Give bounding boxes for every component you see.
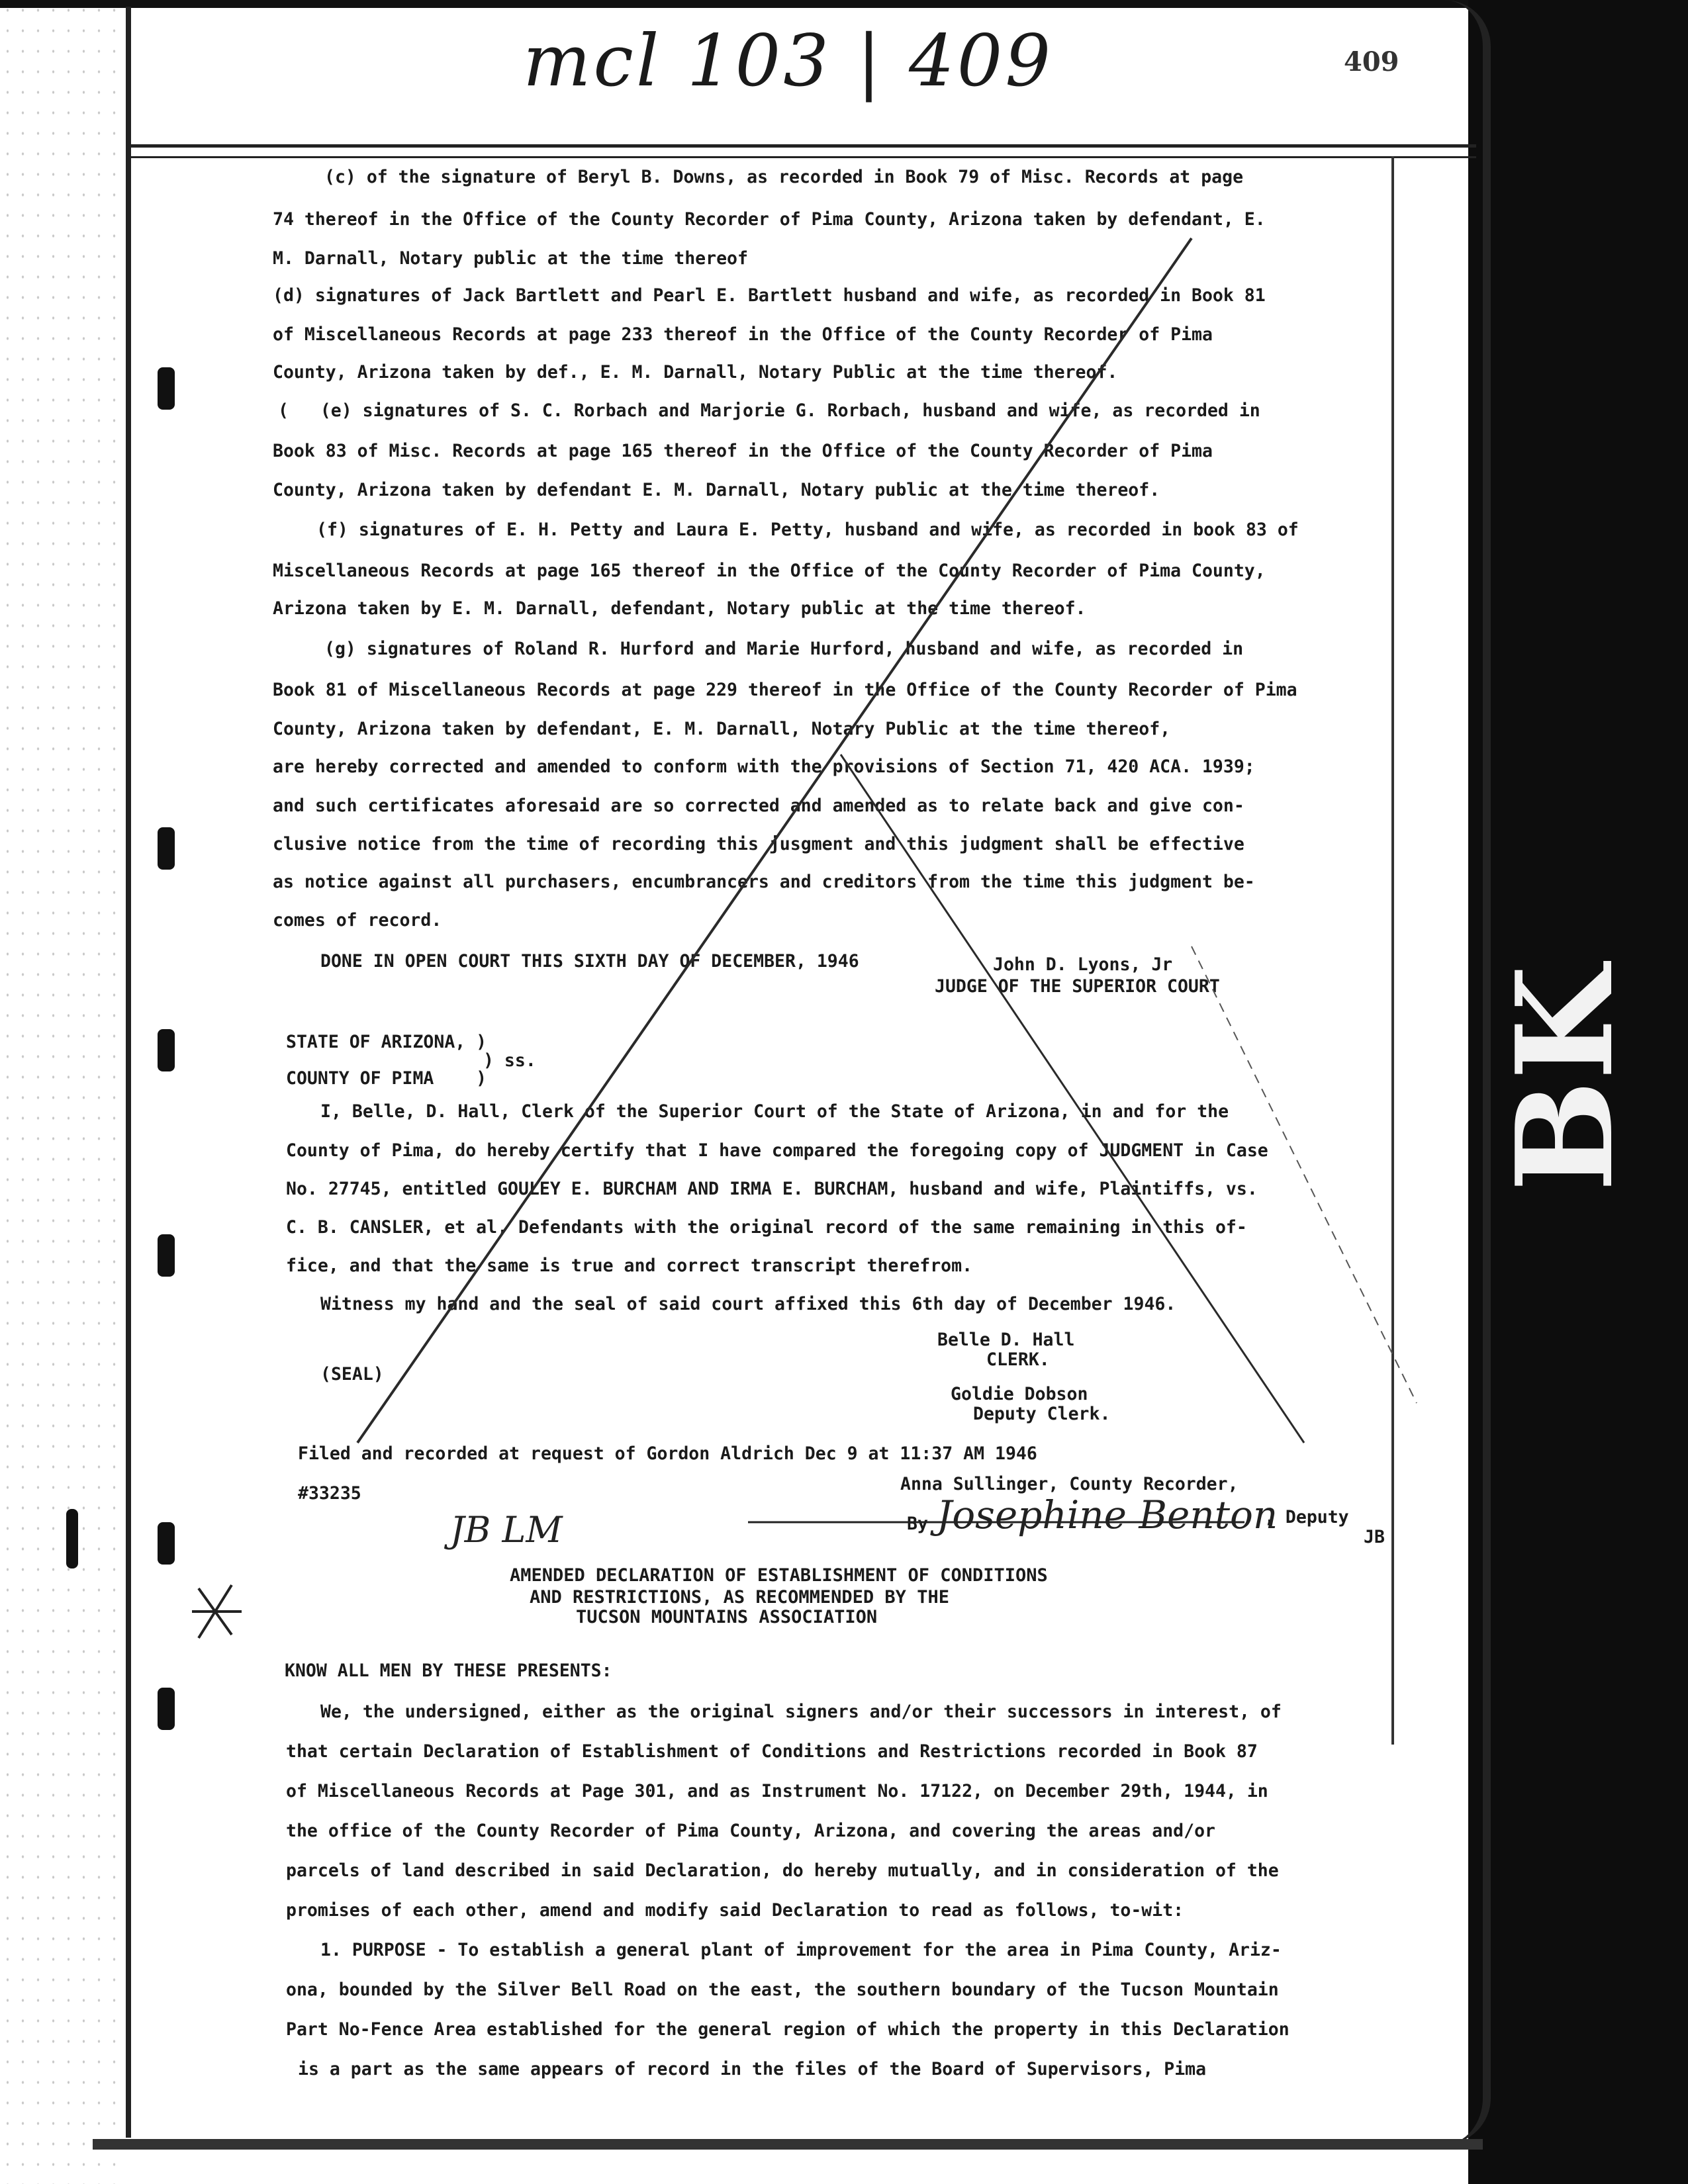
body-line: and such certificates aforesaid are so corrected and amended as to relate back and give con-	[273, 796, 1244, 816]
body-line: (c) of the signature of Beryl B. Downs, as recorded in Book 79 of Misc. Records at page	[324, 167, 1244, 187]
venue-county: COUNTY OF PIMA )	[286, 1068, 487, 1089]
declaration-title-line3: TUCSON MOUNTAINS ASSOCIATION	[576, 1607, 878, 1627]
purpose-line: Part No-Fence Area established for the general region of which the property in this Declaration	[286, 2019, 1289, 2040]
body-line: clusive notice from the time of recording this jusgment and this judgment shall be effective	[273, 834, 1244, 854]
cross-out-stroke	[357, 238, 1192, 1443]
body-line: as notice against all purchasers, encumbrancers and creditors from the time this judgment be-	[273, 872, 1255, 892]
certificate-line: I, Belle, D. Hall, Clerk of the Superior Court of the State of Arizona, in and for the	[320, 1101, 1229, 1122]
county-recorder: Anna Sullinger, County Recorder,	[900, 1474, 1239, 1494]
instrument-number: #33235	[298, 1483, 361, 1504]
certificate-line: C. B. CANSLER, et al, Defendants with the original record of the same remaining in this of-	[286, 1217, 1247, 1238]
handwritten-book-reference: mcl 103 | 409	[523, 20, 1054, 103]
judge-title: JUDGE OF THE SUPERIOR COURT	[935, 976, 1220, 997]
declaration-title-line2: AND RESTRICTIONS, AS RECOMMENDED BY THE	[530, 1587, 949, 1608]
body-line: ( (e) signatures of S. C. Rorbach and Marjorie G. Rorbach, husband and wife, as recorded in	[278, 400, 1260, 421]
seal-label: (SEAL)	[320, 1364, 384, 1385]
body-line: County, Arizona taken by def., E. M. Darnall, Notary Public at the time thereof.	[273, 362, 1118, 383]
declaration-line: parcels of land described in said Declaration, do hereby mutually, and in consideration of the	[286, 1860, 1279, 1881]
declaration-line: of Miscellaneous Records at Page 301, and as Instrument No. 17122, on December 29th, 1944, in	[286, 1781, 1268, 1801]
clerk-title: CLERK.	[986, 1349, 1050, 1370]
certificate-line: No. 27745, entitled GOULEY E. BURCHAM AND IRMA E. BURCHAM, husband and wife, Plaintiffs, vs.	[286, 1179, 1258, 1199]
know-all-men: KNOW ALL MEN BY THESE PRESENTS:	[285, 1661, 612, 1681]
deputy-clerk-title: Deputy Clerk.	[973, 1404, 1111, 1424]
right-margin-stamp: BK	[1487, 965, 1643, 1193]
asterisk-icon	[192, 1585, 242, 1638]
body-line: Book 83 of Misc. Records at page 165 thereof in the Office of the County Recorder of Pima	[273, 441, 1213, 461]
deputy-clerk-name: Goldie Dobson	[951, 1384, 1088, 1404]
venue-state: STATE OF ARIZONA, )	[286, 1032, 487, 1052]
deputy-signature: Josephine Benton	[937, 1492, 1278, 1537]
purpose-line: ona, bounded by the Silver Bell Road on the east, the southern boundary of the Tucson Mountain	[286, 1979, 1279, 2000]
certificate-line: County of Pima, do hereby certify that I have compared the foregoing copy of JUDGMENT in Case	[286, 1140, 1268, 1161]
body-line: Miscellaneous Records at page 165 thereof in the Office of the County Recorder of Pima County,	[273, 561, 1266, 581]
body-line: Arizona taken by E. M. Darnall, defendant, Notary public at the time thereof.	[273, 598, 1086, 619]
by-label: By	[907, 1514, 928, 1534]
body-line: (d) signatures of Jack Bartlett and Pearl E. Bartlett husband and wife, as recorded in Book 81	[273, 285, 1266, 306]
certificate-line: fice, and that the same is true and correct transcript therefrom.	[286, 1255, 973, 1276]
purpose-line: 1. PURPOSE - To establish a general plant of improvement for the area in Pima County, Ariz-	[320, 1940, 1282, 1960]
body-line: are hereby corrected and amended to conform with the provisions of Section 71, 420 ACA. 1939;	[273, 756, 1255, 777]
body-line: of Miscellaneous Records at page 233 thereof in the Office of the County Recorder of Pima	[273, 324, 1213, 345]
witness-line: Witness my hand and the seal of said court affixed this 6th day of December 1946.	[320, 1294, 1176, 1314]
body-line: Book 81 of Miscellaneous Records at page 229 thereof in the Office of the County Recorder of Pima	[273, 680, 1297, 700]
cross-out-stroke	[841, 754, 1304, 1443]
venue-ss: ) ss.	[483, 1050, 536, 1071]
body-line: (g) signatures of Roland R. Hurford and Marie Hurford, husband and wife, as recorded in	[324, 639, 1244, 659]
body-line: (f) signatures of E. H. Petty and Laura E. Petty, husband and wife, as recorded in book 83 of	[316, 520, 1299, 540]
filed-and-recorded: Filed and recorded at request of Gordon Aldrich Dec 9 at 11:37 AM 1946	[298, 1443, 1037, 1464]
page-number: 409	[1344, 46, 1399, 77]
body-line: 74 thereof in the Office of the County Recorder of Pima County, Arizona taken by defendant, E.	[273, 209, 1266, 230]
judge-name: John D. Lyons, Jr	[993, 954, 1173, 975]
declaration-line: promises of each other, amend and modify said Declaration to read as follows, to-wit:	[286, 1900, 1184, 1921]
body-line: County, Arizona taken by defendant, E. M. Darnall, Notary Public at the time thereof,	[273, 719, 1171, 739]
body-line: M. Darnall, Notary public at the time thereof	[273, 248, 748, 269]
stray-mark	[1192, 946, 1417, 1403]
body-line: County, Arizona taken by defendant E. M. Darnall, Notary public at the time thereof.	[273, 480, 1160, 500]
initials-signature: JB LM	[450, 1509, 563, 1551]
declaration-line: We, the undersigned, either as the original signers and/or their successors in interest, of	[320, 1702, 1282, 1722]
declaration-line: the office of the County Recorder of Pima County, Arizona, and covering the areas and/or	[286, 1821, 1215, 1841]
body-line: comes of record.	[273, 910, 442, 931]
recorder-initials: JB	[1364, 1527, 1385, 1547]
clerk-name: Belle D. Hall	[937, 1330, 1075, 1350]
done-in-open-court: DONE IN OPEN COURT THIS SIXTH DAY OF DECEMBER, 1946	[320, 951, 859, 972]
declaration-title-line1: AMENDED DECLARATION OF ESTABLISHMENT OF CONDITIONS	[510, 1565, 1048, 1586]
declaration-line: that certain Declaration of Establishment of Conditions and Restrictions recorded in Book 87	[286, 1741, 1258, 1762]
purpose-line: is a part as the same appears of record in the files of the Board of Supervisors, Pima	[298, 2059, 1207, 2079]
deputy-label: , Deputy	[1264, 1507, 1349, 1527]
